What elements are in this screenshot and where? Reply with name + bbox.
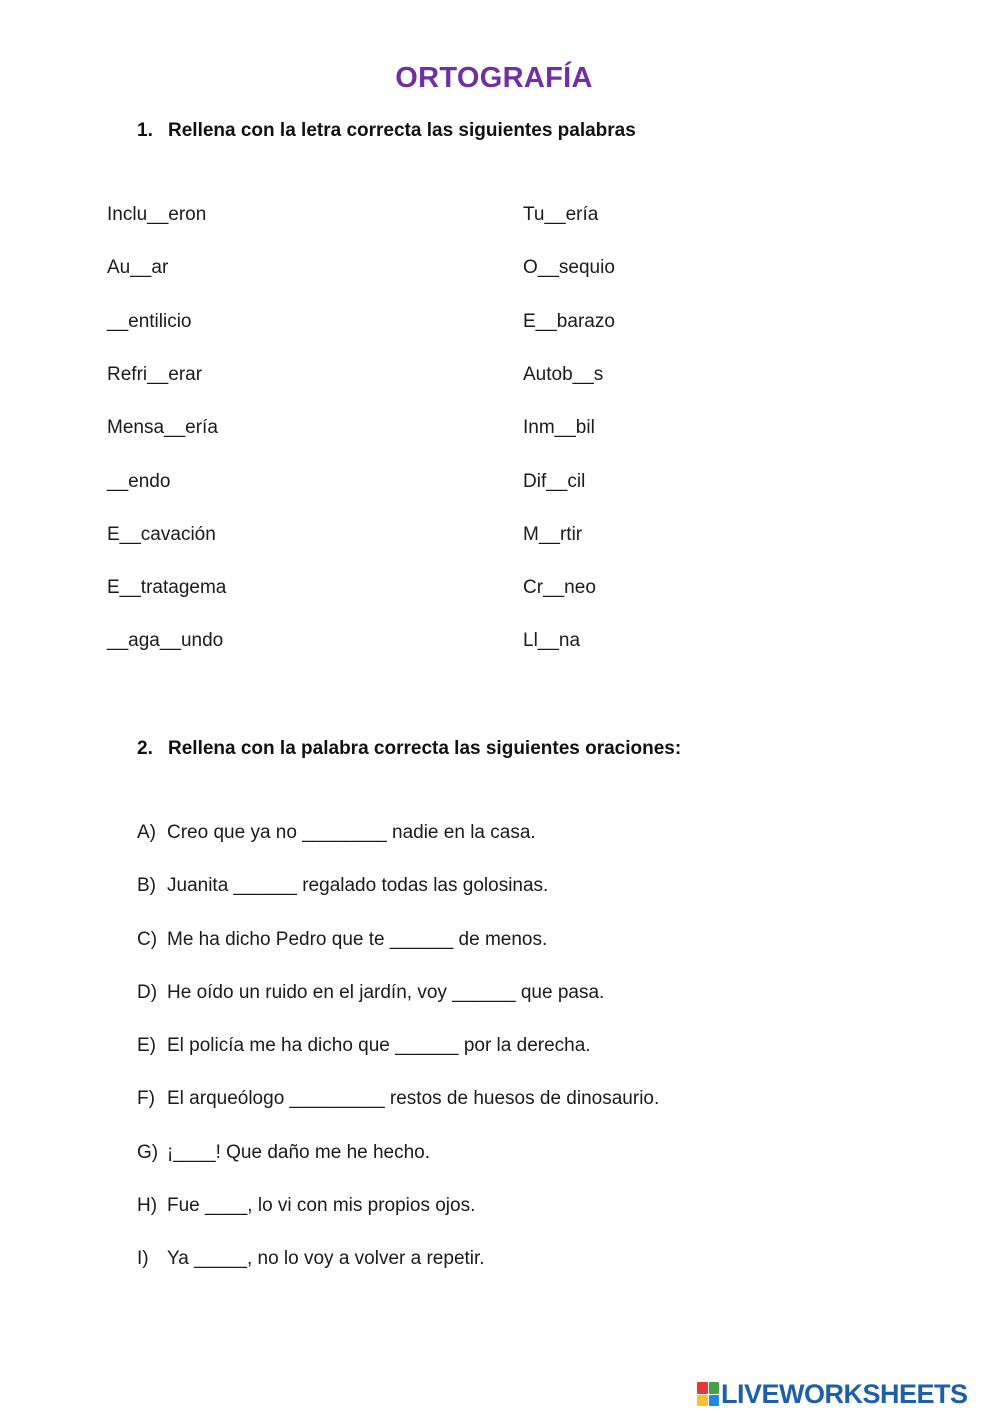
sentence-d[interactable] [137,982,837,1035]
logo-square-red [697,1382,708,1394]
section-1-heading [137,120,636,142]
sentence-e[interactable] [137,1035,837,1088]
sentence-text: Ya _____, no lo voy a volver a repetir. [167,1248,485,1270]
sentence-text: He oído un ruido en el jardín, voy ______ que pasa. [167,981,605,1003]
word-right-5[interactable]: Inm__bil [523,417,595,439]
word-left-7[interactable]: E__cavación [107,523,216,545]
logo-text: LIVEWORKSHEETS [721,1378,968,1409]
word-list [107,204,707,684]
sentence-letter: B) [137,875,156,897]
sentence-letter: A) [137,822,156,843]
sentence-letter: E) [137,1035,156,1057]
sentence-text: El arqueólogo _________ restos de huesos de dinosaurio. [167,1088,660,1110]
sentence-letter: I) [137,1248,149,1270]
section-1-number: 1. [137,120,153,141]
word-left-3[interactable]: __entilicio [107,310,192,332]
logo-square-green [709,1382,720,1394]
section-2-heading [137,738,681,760]
sentence-letter: C) [137,928,158,950]
word-left-5[interactable]: Mensa__ería [107,417,218,439]
sentence-h[interactable] [137,1195,837,1248]
sentence-i[interactable] [137,1248,837,1301]
sentence-c[interactable] [137,929,837,982]
word-right-2[interactable]: O__sequio [523,257,615,279]
sentence-text: El policía me ha dicho que ______ por la derecha. [167,1035,591,1057]
sentence-letter: H) [137,1195,158,1217]
logo-square-yellow [697,1395,708,1407]
logo-square-blue [709,1395,720,1407]
word-left-9[interactable]: __aga__undo [107,630,224,652]
section-2-heading-text: Rellena con la palabra correcta las siguientes oraciones: [168,738,682,759]
sentence-text: Creo que ya no ________ nadie en la casa. [167,822,536,843]
section-2-number: 2. [137,738,153,759]
sentence-text: Me ha dicho Pedro que te ______ de menos. [167,928,548,950]
sentence-f[interactable] [137,1088,837,1141]
word-right-1[interactable]: Tu__ería [523,204,599,225]
logo-mark-icon [697,1382,719,1406]
word-left-4[interactable]: Refri__erar [107,363,203,385]
sentence-a[interactable] [137,822,837,875]
word-left-6[interactable]: __endo [107,470,171,492]
sentence-text: Juanita ______ regalado todas las golosinas. [167,875,549,897]
page-title: ORTOGRAFÍA [395,62,593,94]
word-left-8[interactable]: E__tratagema [107,577,227,599]
word-left-1[interactable]: Inclu__eron [107,204,207,225]
sentence-text: ¡____! Que daño me he hecho. [167,1141,431,1163]
word-right-8[interactable]: Cr__neo [523,577,596,599]
liveworksheets-logo[interactable] [697,1378,968,1410]
word-right-6[interactable]: Dif__cil [523,470,586,492]
sentence-letter: F) [137,1088,155,1110]
word-right-7[interactable]: M__rtir [523,523,583,545]
word-left-2[interactable]: Au__ar [107,257,169,279]
sentence-list [137,822,837,1302]
section-1-heading-text: Rellena con la letra correcta las siguientes palabras [168,120,636,141]
sentence-g[interactable] [137,1142,837,1195]
sentence-letter: D) [137,981,158,1003]
word-right-9[interactable]: Ll__na [523,630,581,652]
sentence-letter: G) [137,1141,159,1163]
sentence-b[interactable] [137,875,837,928]
word-right-3[interactable]: E__barazo [523,310,615,332]
sentence-text: Fue ____, lo vi con mis propios ojos. [167,1195,476,1217]
word-right-4[interactable]: Autob__s [523,363,604,385]
